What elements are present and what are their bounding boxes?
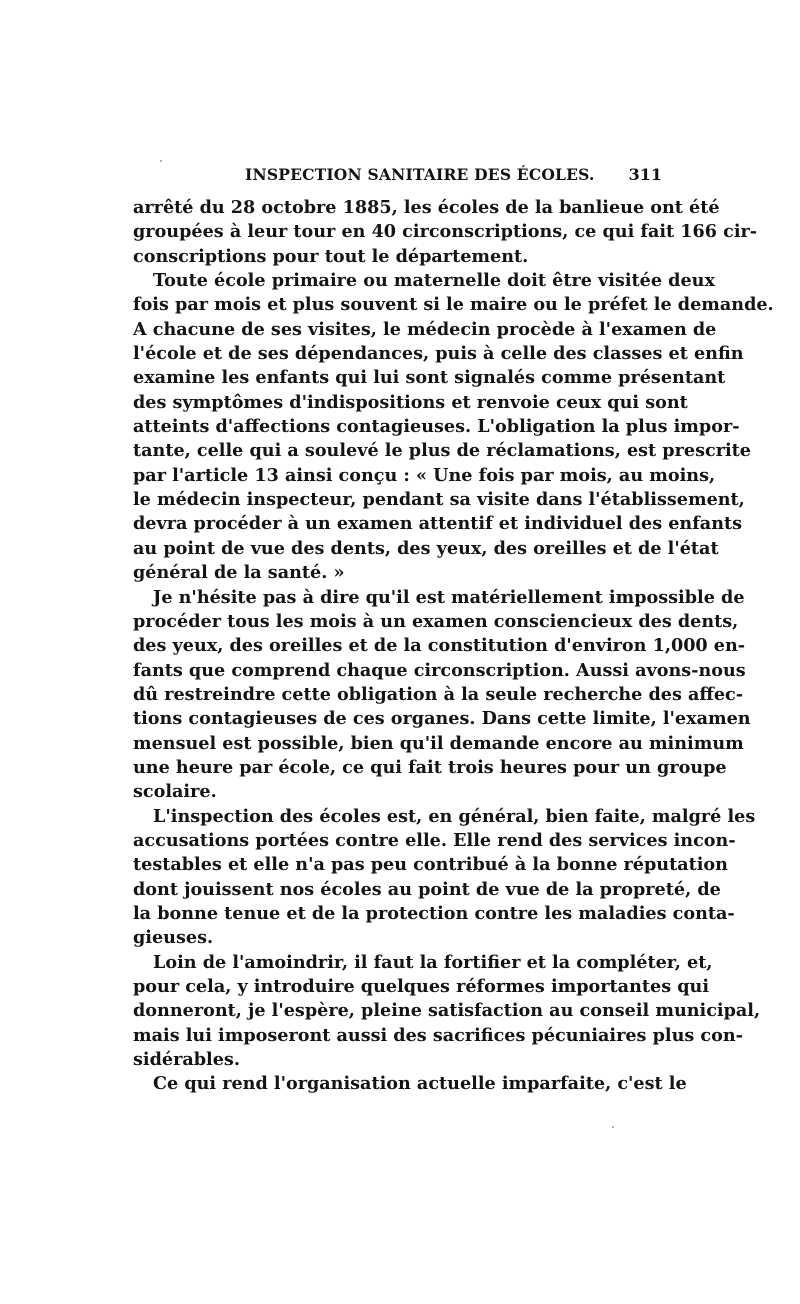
text-line: une heure par école, ce qui fait trois heures pour un groupe <box>133 756 727 778</box>
text-line: l'école et de ses dépendances, puis à celle des classes et enfin <box>133 343 744 365</box>
text-line: conscriptions pour tout le département. <box>133 245 529 267</box>
text-line: tante, celle qui a soulevé le plus de réclamations, est prescrite <box>133 440 751 462</box>
text-line: fois par mois et plus souvent si le maire ou le préfet le demande. <box>133 294 774 316</box>
text-line: dont jouissent nos écoles au point de vue de la propreté, de <box>133 878 721 900</box>
text-line: tions contagieuses de ces organes. Dans cette limite, l'examen <box>133 708 751 730</box>
text-line: des symptômes d'indispositions et renvoie ceux qui sont <box>133 391 688 413</box>
text-line: dû restreindre cette obligation à la seule recherche des affec- <box>133 683 744 705</box>
text-line: pour cela, y introduire quelques réformes importantes qui <box>133 976 709 997</box>
text-line: testables et elle n'a pas peu contribué à la bonne réputation <box>133 854 728 876</box>
page-number: 311 <box>628 165 662 184</box>
body-text <box>133 196 774 1097</box>
text-line: scolaire. <box>133 781 217 803</box>
text-line: sidérables. <box>133 1049 240 1071</box>
text-line: fants que comprend chaque circonscription. Aussi avons-nous <box>133 659 746 681</box>
text-line: Ce qui rend l'organisation actuelle imparfaite, c'est le <box>153 1073 687 1095</box>
running-header <box>133 165 662 189</box>
text-line: atteints d'affections contagieuses. L'obligation la plus impor- <box>133 416 740 438</box>
text-line: arrêté du 28 octobre 1885, les écoles de la banlieue ont été <box>133 197 720 218</box>
text-line: Loin de l'amoindrir, il faut la fortifier et la compléter, et, <box>153 951 713 973</box>
text-line: examine les enfants qui lui sont signalés comme présentant <box>133 367 726 389</box>
text-line: accusations portées contre elle. Elle rend des services incon- <box>133 829 736 851</box>
text-line: groupées à leur tour en 40 circonscriptions, ce qui fait 166 cir- <box>133 221 758 243</box>
text-line: le médecin inspecteur, pendant sa visite dans l'établissement, <box>133 489 745 511</box>
text-line: Toute école primaire ou maternelle doit être visitée deux <box>153 270 715 292</box>
text-line: Je n'hésite pas à dire qu'il est matériellement impossible de <box>153 586 745 608</box>
text-line: devra procéder à un examen attentif et individuel des enfants <box>133 513 743 535</box>
running-title: INSPECTION SANITAIRE DES ÉCOLES. <box>245 165 595 184</box>
paper-speck <box>612 1126 614 1128</box>
text-line: donneront, je l'espère, pleine satisfaction au conseil municipal, <box>133 1000 761 1022</box>
text-line: mensuel est possible, bien qu'il demande encore au minimum <box>133 732 744 754</box>
text-line: L'inspection des écoles est, en général, bien faite, malgré les <box>153 805 756 827</box>
text-line: par l'article 13 ainsi conçu : « Une fois par mois, au moins, <box>133 464 716 486</box>
text-line: gieuses. <box>133 927 214 949</box>
text-line: au point de vue des dents, des yeux, des oreilles et de l'état <box>133 537 719 559</box>
text-line: A chacune de ses visites, le médecin procède à l'examen de <box>133 318 717 340</box>
text-line: mais lui imposeront aussi des sacrifices pécuniaires plus con- <box>133 1024 743 1046</box>
text-line: des yeux, des oreilles et de la constitution d'environ 1,000 en- <box>133 635 746 657</box>
paper-speck <box>160 160 162 162</box>
text-line: procéder tous les mois à un examen consciencieux des dents, <box>133 610 739 632</box>
text-line: général de la santé. » <box>133 562 345 584</box>
text-line: la bonne tenue et de la protection contre les maladies conta- <box>133 902 735 924</box>
